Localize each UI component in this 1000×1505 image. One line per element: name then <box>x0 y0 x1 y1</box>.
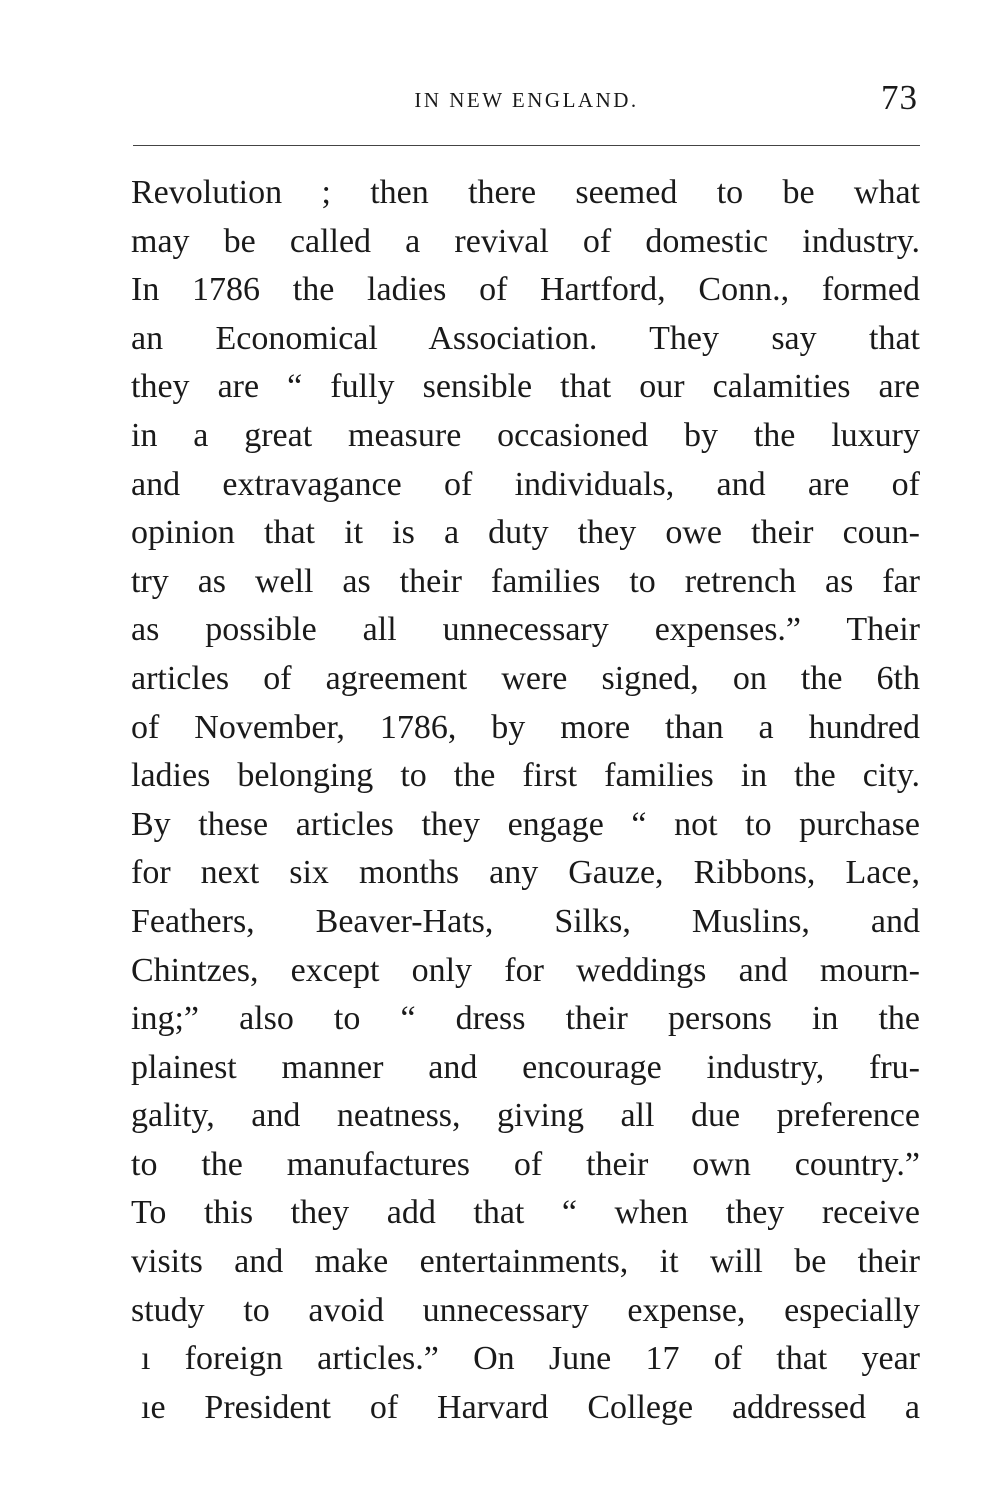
text-line-6: in a great measure occasioned by the luxury <box>131 416 920 454</box>
running-title: IN NEW ENGLAND. <box>414 88 639 112</box>
text-line-10: as possible all unnecessary expenses.” Their <box>131 611 920 649</box>
running-head <box>133 78 920 118</box>
text-line-22: To this they add that “ when they receive <box>131 1194 920 1232</box>
text-line-16: Feathers, Beaver-Hats, Silks, Muslins, and <box>131 902 920 940</box>
text-line-7: and extravagance of individuals, and are of <box>131 465 920 503</box>
text-line-11: articles of agreement were signed, on the 6th <box>131 659 920 697</box>
text-line-3: In 1786 the ladies of Hartford, Conn., formed <box>131 271 920 309</box>
page-number: 73 <box>881 78 918 117</box>
text-line-26: ıe President of Harvard College addressed a <box>141 1388 920 1426</box>
text-line-15: for next six months any Gauze, Ribbons, Lace, <box>131 854 920 892</box>
text-line-21: to the manufactures of their own country.” <box>131 1145 920 1183</box>
text-line-9: try as well as their families to retrench as far <box>131 562 920 600</box>
text-line-17: Chintzes, except only for weddings and mourn- <box>131 951 920 989</box>
text-line-19: plainest manner and encourage industry, fru- <box>131 1048 920 1086</box>
text-line-1: Revolution ; then there seemed to be what <box>131 174 920 211</box>
text-line-18: ing;” also to “ dress their persons in the <box>131 1000 920 1038</box>
text-line-8: opinion that it is a duty they owe their coun- <box>131 514 920 552</box>
text-line-24: study to avoid unnecessary expense, especially <box>131 1291 920 1329</box>
text-line-12: of November, 1786, by more than a hundred <box>131 708 920 746</box>
text-line-2: may be called a revival of domestic industry. <box>131 222 920 260</box>
header-rule <box>133 145 920 146</box>
body-text <box>131 169 920 1432</box>
text-line-14: By these articles they engage “ not to purchase <box>131 805 920 843</box>
text-line-13: ladies belonging to the first families in the city. <box>131 757 920 795</box>
text-line-5: they are “ fully sensible that our calamities are <box>131 368 920 406</box>
text-line-23: visits and make entertainments, it will be their <box>131 1243 920 1281</box>
text-line-20: gality, and neatness, giving all due preference <box>131 1097 920 1135</box>
text-line-4: an Economical Association. They say that <box>131 319 920 357</box>
text-line-25: ı foreign articles.” On June 17 of that year <box>141 1340 920 1378</box>
